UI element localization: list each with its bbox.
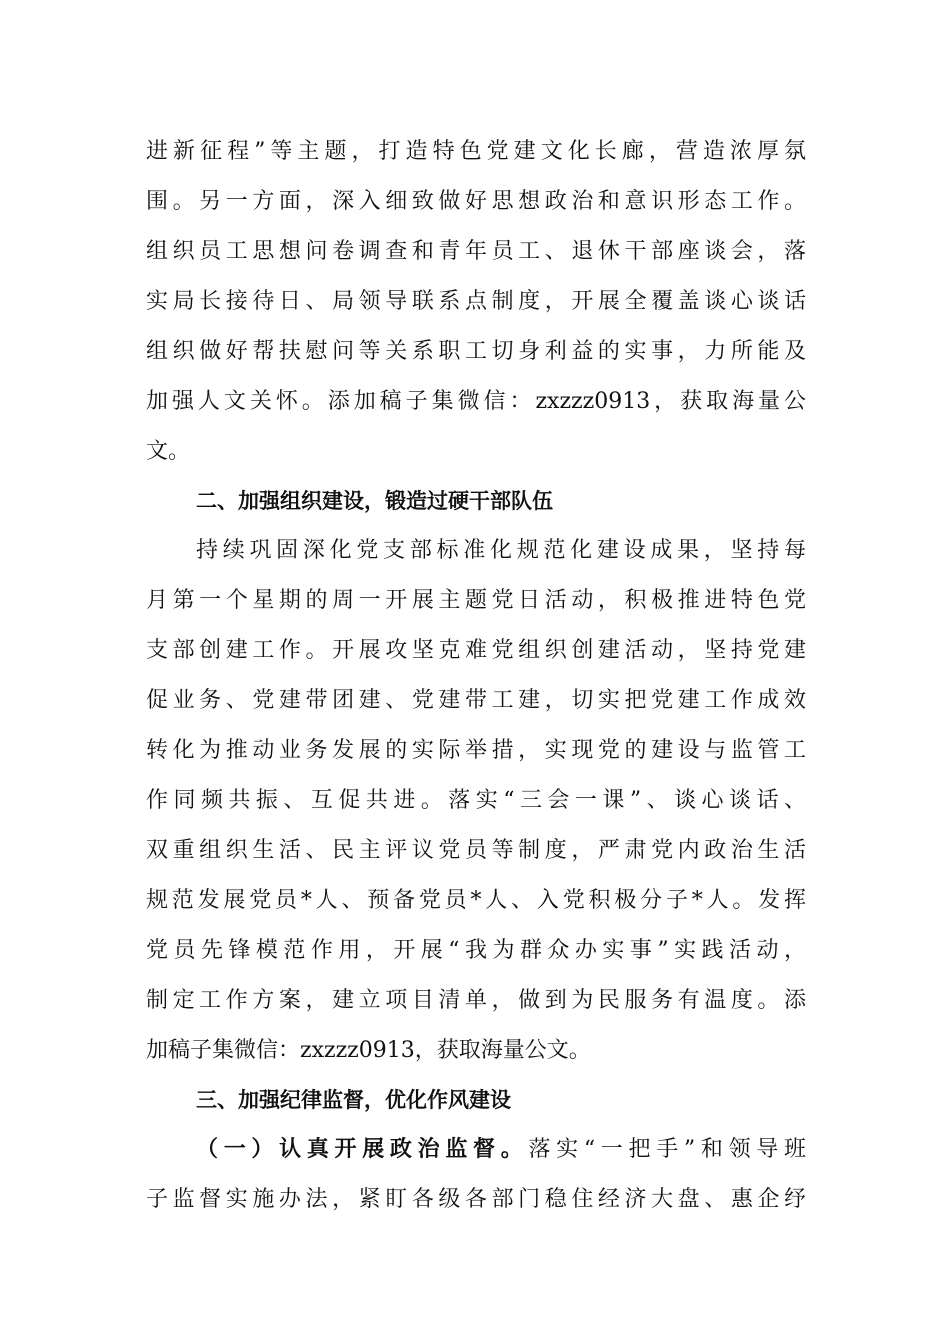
subsection-line — [196, 1130, 806, 1170]
paragraph-line: 规范发展党员*人、预备党员*人、入党积极分子*人。发挥 — [146, 888, 806, 913]
paragraph-line: 持续巩固深化党支部标准化规范化建设成果，坚持每 — [196, 538, 806, 563]
paragraph-line: 制定工作方案，建立项目清单，做到为民服务有温度。添 — [146, 988, 806, 1013]
section-heading: 二、加强组织建设，锻造过硬干部队伍 — [196, 489, 553, 513]
subsection-text: 落实“一把手”和领导班 — [528, 1137, 806, 1162]
paragraph-line: 组织做好帮扶慰问等关系职工切身利益的实事，力所能及 — [146, 339, 806, 364]
paragraph-line: 作同频共振、互促共进。落实“三会一课”、谈心谈话、 — [146, 788, 806, 813]
paragraph-line: 促业务、党建带团建、党建带工建，切实把党建工作成效 — [146, 688, 806, 713]
paragraph-line: 党员先锋模范作用，开展“我为群众办实事”实践活动， — [146, 938, 806, 963]
subsection-title: （一）认真开展政治监督。 — [196, 1137, 529, 1162]
paragraph-line: 加稿子集微信：zxzzz0913，获取海量公文。 — [146, 1038, 591, 1063]
paragraph-line: 组织员工思想问卷调查和青年员工、退休干部座谈会，落 — [146, 239, 806, 264]
paragraph-line: 月第一个星期的周一开展主题党日活动，积极推进特色党 — [146, 588, 806, 613]
paragraph-line: 转化为推动业务发展的实际举措，实现党的建设与监管工 — [146, 738, 806, 763]
paragraph-line: 支部创建工作。开展攻坚克难党组织创建活动，坚持党建 — [146, 638, 806, 663]
paragraph-line: 进新征程”等主题，打造特色党建文化长廊，营造浓厚氛 — [146, 139, 806, 164]
paragraph-line: 围。另一方面，深入细致做好思想政治和意识形态工作。 — [146, 189, 806, 214]
paragraph-line: 双重组织生活、民主评议党员等制度，严肃党内政治生活 — [146, 838, 806, 863]
section-heading: 三、加强纪律监督，优化作风建设 — [196, 1088, 511, 1112]
paragraph-line: 文。 — [146, 439, 191, 464]
paragraph-line: 子监督实施办法，紧盯各级各部门稳住经济大盘、惠企纾 — [146, 1187, 806, 1212]
paragraph-line: 实局长接待日、局领导联系点制度，开展全覆盖谈心谈话 — [146, 289, 806, 314]
paragraph-line: 加强人文关怀。添加稿子集微信：zxzzz0913，获取海量公 — [146, 389, 806, 414]
